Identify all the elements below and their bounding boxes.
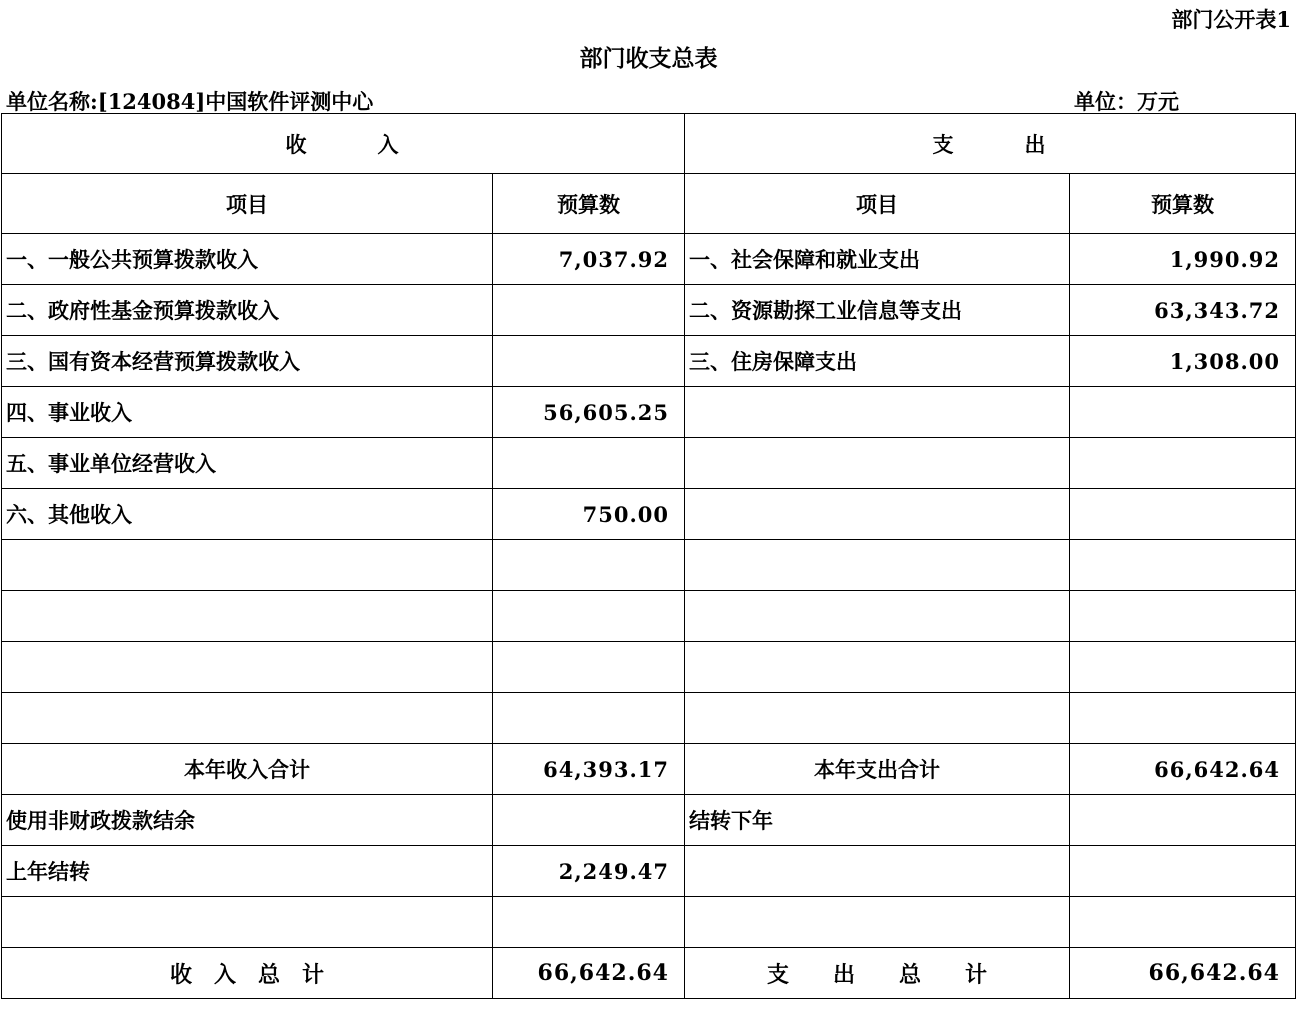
table-row [2,642,1296,693]
income-budget-header: 预算数 [493,174,685,234]
income-value [493,642,685,693]
table-row [2,387,1296,438]
expense-item: 结转下年 [685,795,1070,846]
income-value [493,591,685,642]
expense-item [685,591,1070,642]
expense-item [685,642,1070,693]
income-value: 7,037.92 [493,234,685,285]
table-row [2,285,1296,336]
income-value: 56,605.25 [493,387,685,438]
expense-value: 1,308.00 [1070,336,1296,387]
income-item: 六、其他收入 [2,489,493,540]
table-row [2,438,1296,489]
expense-item [685,387,1070,438]
income-total-label: 收 入 总 计 [2,948,493,999]
expense-subtotal-value: 66,642.64 [1070,744,1296,795]
income-item: 二、政府性基金预算拨款收入 [2,285,493,336]
expense-value [1070,693,1296,744]
expense-budget-header: 预算数 [1070,174,1296,234]
table-row [2,693,1296,744]
table-row [2,897,1296,948]
expense-item [685,846,1070,897]
income-section-header: 收 入 [2,114,685,174]
income-item: 一、一般公共预算拨款收入 [2,234,493,285]
unit-name: 单位名称:[124084]中国软件评测中心 [6,89,374,114]
income-value: 750.00 [493,489,685,540]
form-number: 部门公开表1 [1171,7,1291,32]
expense-value [1070,387,1296,438]
income-subtotal-label: 本年收入合计 [2,744,493,795]
expense-item-header: 项目 [685,174,1070,234]
expense-value: 63,343.72 [1070,285,1296,336]
expense-value: 1,990.92 [1070,234,1296,285]
income-value [493,438,685,489]
table-row [2,234,1296,285]
column-header-row [2,174,1296,234]
income-value: 2,249.47 [493,846,685,897]
income-item [2,897,493,948]
income-item [2,693,493,744]
section-header-row [2,114,1296,174]
expense-value [1070,642,1296,693]
table-row [2,489,1296,540]
expense-item [685,438,1070,489]
income-value [493,795,685,846]
expense-item: 三、住房保障支出 [685,336,1070,387]
expense-value [1070,540,1296,591]
income-item: 三、国有资本经营预算拨款收入 [2,336,493,387]
expense-value [1070,846,1296,897]
income-item-header: 项目 [2,174,493,234]
income-value [493,897,685,948]
income-subtotal-value: 64,393.17 [493,744,685,795]
grand-total-row [2,948,1296,999]
expense-item: 二、资源勘探工业信息等支出 [685,285,1070,336]
table-row [2,795,1296,846]
expense-value [1070,489,1296,540]
income-value [493,540,685,591]
expense-value [1070,897,1296,948]
income-item [2,642,493,693]
budget-summary-table [1,113,1296,999]
subtotal-row [2,744,1296,795]
expense-item [685,693,1070,744]
expense-value [1070,438,1296,489]
income-value [493,693,685,744]
expense-section-header: 支 出 [685,114,1296,174]
expense-subtotal-label: 本年支出合计 [685,744,1070,795]
income-item [2,540,493,591]
table-row [2,591,1296,642]
income-item: 上年结转 [2,846,493,897]
expense-item [685,489,1070,540]
income-total-value: 66,642.64 [493,948,685,999]
table-row [2,846,1296,897]
expense-total-label: 支 出 总 计 [685,948,1070,999]
expense-total-value: 66,642.64 [1070,948,1296,999]
income-item [2,591,493,642]
income-item: 五、事业单位经营收入 [2,438,493,489]
expense-item [685,540,1070,591]
expense-value [1070,591,1296,642]
table-row [2,336,1296,387]
expense-item [685,897,1070,948]
table-row [2,540,1296,591]
expense-item: 一、社会保障和就业支出 [685,234,1070,285]
income-item: 使用非财政拨款结余 [2,795,493,846]
expense-value [1070,795,1296,846]
currency-unit: 单位：万元 [1074,89,1179,114]
income-item: 四、事业收入 [2,387,493,438]
page-title: 部门收支总表 [579,45,718,72]
income-value [493,285,685,336]
income-value [493,336,685,387]
